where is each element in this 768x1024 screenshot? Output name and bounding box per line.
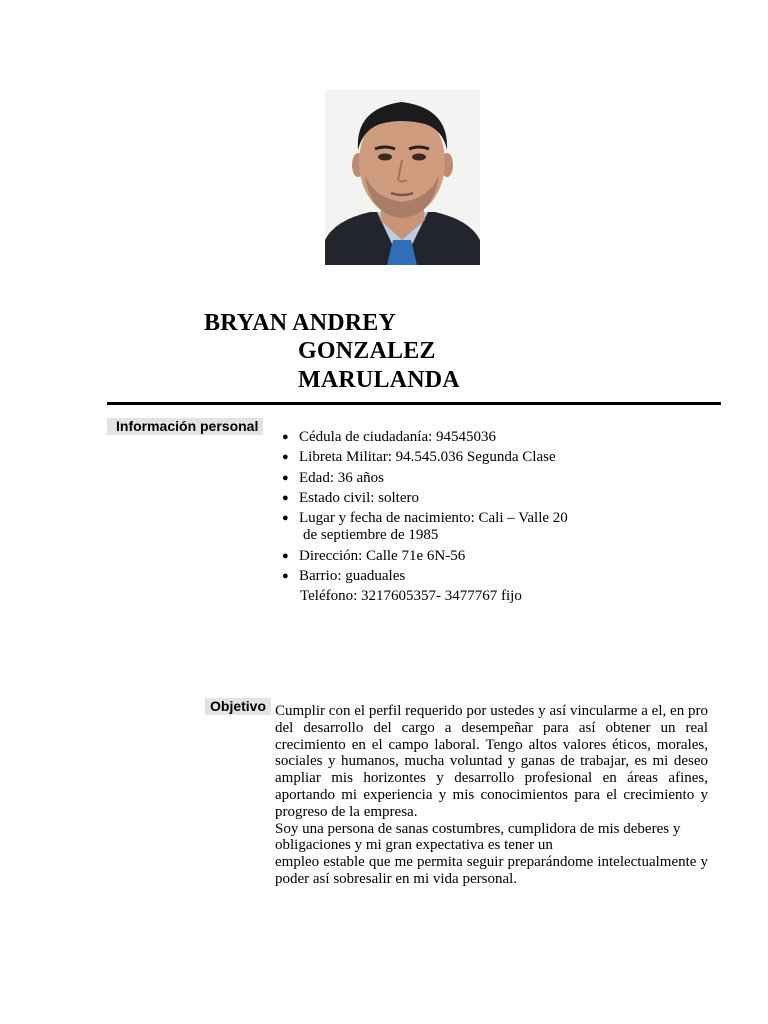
objective-paragraph: Cumplir con el perfil requerido por ustedes y así vincularme a el, en pro del desarrollo del cargo a desempeñar para así obtener un real crecimiento en el campo laboral. Tengo altos valores éticos, morales, sociales y humanos, mucha voluntad y ganas de trabajar, es mi deseo ampliar mis horizontes y desarrollo profesional en áreas afines, aportando mi experiencia y mis conocimientos para el crecimiento y progreso de la empresa. xyxy=(275,703,708,820)
list-item-libreta: ● Libreta Militar: 94.545.036 Segunda Clase xyxy=(282,447,568,467)
section-label-personal-info: Información personal xyxy=(107,418,263,435)
header-divider xyxy=(107,402,721,405)
bullet-icon: ● xyxy=(282,512,289,525)
bullet-icon: ● xyxy=(282,471,289,484)
list-item-direccion: ● Dirección: Calle 71e 6N-56 xyxy=(282,546,568,566)
name-first: BRYAN ANDREY xyxy=(204,310,397,336)
name-surname-2: MARULANDA xyxy=(298,367,460,393)
list-item-edad: ● Edad: 36 años xyxy=(282,468,568,488)
list-item-cedula: ● Cédula de ciudadanía: 94545036 xyxy=(282,427,568,447)
list-item-lugar-fecha: ● Lugar y fecha de nacimiento: Cali – Valle 20 de septiembre de 1985 xyxy=(282,510,568,544)
list-item-telefono: Teléfono: 3217605357- 3477767 fijo xyxy=(300,588,522,605)
bullet-icon: ● xyxy=(282,549,289,562)
bullet-icon: ● xyxy=(282,451,289,464)
bullet-icon: ● xyxy=(282,431,289,443)
profile-photo xyxy=(325,90,480,265)
personal-info-list xyxy=(282,427,568,607)
objective-text xyxy=(275,703,708,888)
name-surname-1: GONZALEZ xyxy=(298,338,436,364)
list-item-barrio: ● Barrio: guaduales xyxy=(282,566,568,586)
section-label-objective: Objetivo xyxy=(205,698,271,715)
bullet-icon: ● xyxy=(282,570,289,583)
objective-paragraph: empleo estable que me permita seguir preparándome intelectualmente y poder así sobresalir en mi vida personal. xyxy=(275,854,708,887)
list-item-estado-civil: ● Estado civil: soltero xyxy=(282,488,568,508)
bullet-icon: ● xyxy=(282,491,289,504)
objective-paragraph: Soy una persona de sanas costumbres, cumplidora de mis deberes y obligaciones y mi gran expectativa es tener un xyxy=(275,820,681,854)
